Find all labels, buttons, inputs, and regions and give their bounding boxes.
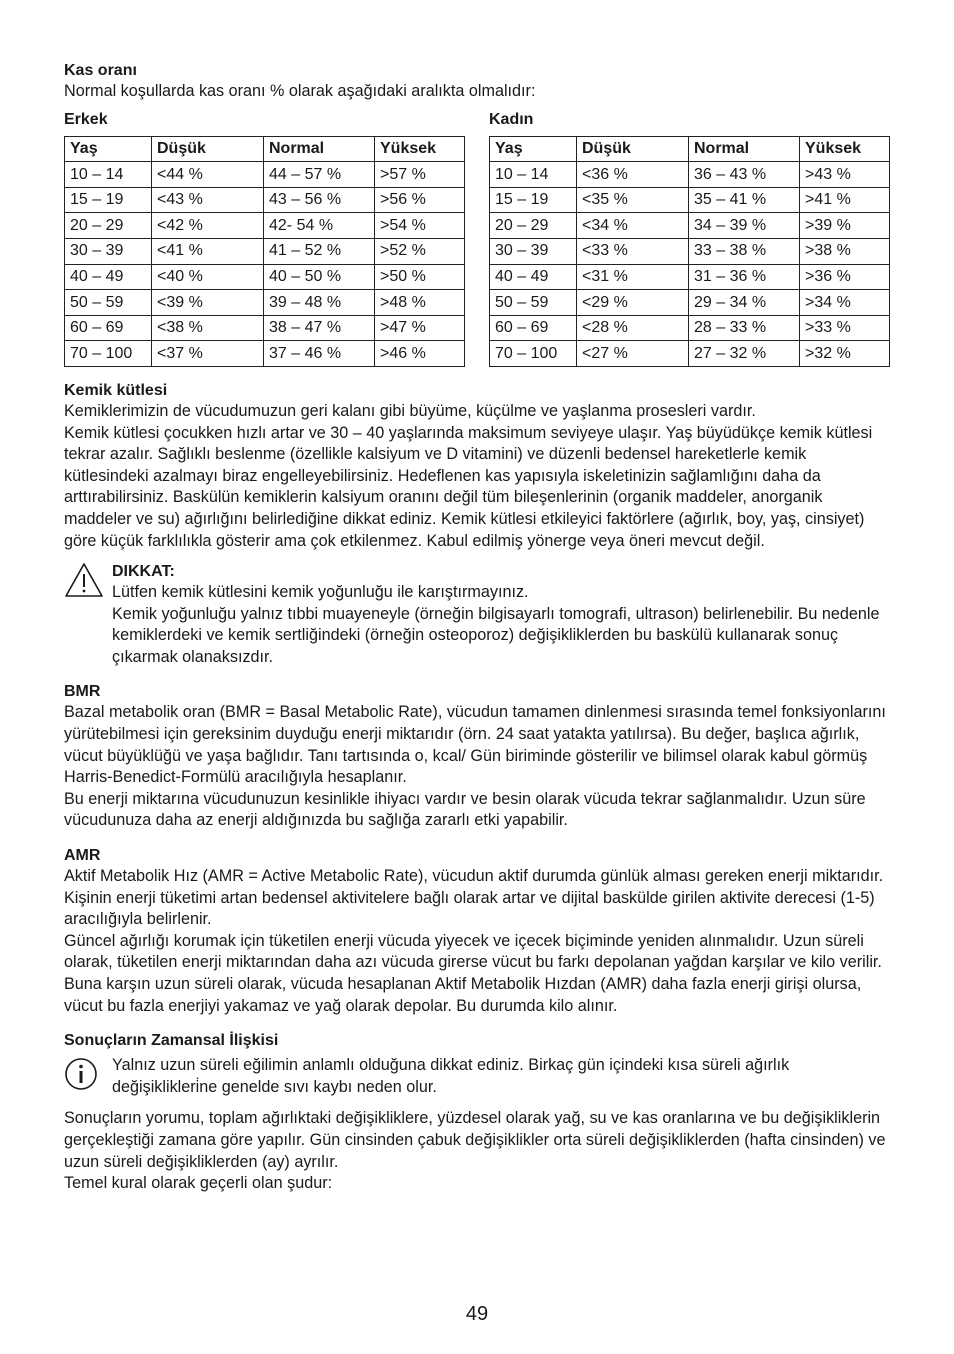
table-row	[490, 290, 890, 316]
women-table	[489, 136, 890, 367]
muscle-title: Kas oranı	[64, 62, 137, 79]
cell-low: <39 %	[152, 290, 264, 316]
table-row	[490, 341, 890, 367]
cell-age: 70 – 100	[65, 341, 152, 367]
table-row	[65, 238, 465, 264]
page-content	[64, 60, 890, 1195]
cell-high: >41 %	[800, 187, 890, 213]
cell-normal: 29 – 34 %	[689, 290, 800, 316]
info-callout	[64, 1055, 890, 1098]
amr-title: AMR	[64, 847, 101, 865]
women-table-block	[489, 109, 890, 367]
cell-normal: 37 – 46 %	[264, 341, 375, 367]
cell-low: <34 %	[577, 213, 689, 239]
header-high: Yüksek	[800, 136, 890, 162]
cell-normal: 42- 54 %	[264, 213, 375, 239]
cell-high: >56 %	[375, 187, 465, 213]
cell-age: 60 – 69	[490, 315, 577, 341]
amr-paragraph-2: Güncel ağırlığı korumak için tüketilen enerji vücuda yiyecek ve içecek biçiminde yeniden alınmalıdır. Uzun süreli olarak, tüketilen enerji miktarından daha azı vücuda girerse vücut bu farkı depolanan yağdan karşılar ve kilo verilir.	[64, 931, 882, 972]
cell-normal: 33 – 38 %	[689, 238, 800, 264]
cell-normal: 27 – 32 %	[689, 341, 800, 367]
cell-high: >57 %	[375, 162, 465, 188]
bmr-title: BMR	[64, 683, 101, 701]
muscle-tables	[64, 109, 890, 367]
cell-high: >52 %	[375, 238, 465, 264]
cell-age: 20 – 29	[490, 213, 577, 239]
table-row	[65, 264, 465, 290]
warning-callout	[64, 561, 890, 668]
table-row	[490, 238, 890, 264]
cell-normal: 44 – 57 %	[264, 162, 375, 188]
table-row	[490, 162, 890, 188]
cell-low: <36 %	[577, 162, 689, 188]
cell-age: 50 – 59	[490, 290, 577, 316]
cell-high: >48 %	[375, 290, 465, 316]
page-number: 49	[465, 1303, 489, 1325]
table-row	[65, 290, 465, 316]
warning-line-2: Kemik yoğunluğu yalnız tıbbi muayeneyle (örneğin bilgisayarlı tomografi, ultrason) belirlenebilir. Bu nedenle kemiklerdeki ve kemik sertliğindeki (örneğin osteoporoz) değişikliklerden bu baskülü kullanarak sonuç çıkarmak olanaksızdır.	[112, 604, 880, 666]
cell-high: >32 %	[800, 341, 890, 367]
cell-normal: 40 – 50 %	[264, 264, 375, 290]
cell-normal: 39 – 48 %	[264, 290, 375, 316]
cell-normal: 36 – 43 %	[689, 162, 800, 188]
cell-low: <44 %	[152, 162, 264, 188]
cell-high: >47 %	[375, 315, 465, 341]
men-table-body	[65, 162, 465, 367]
table-row	[490, 264, 890, 290]
cell-age: 30 – 39	[65, 238, 152, 264]
cell-normal: 41 – 52 %	[264, 238, 375, 264]
cell-high: >33 %	[800, 315, 890, 341]
temporal-title: Sonuçların Zamansal İlişkisi	[64, 1032, 279, 1050]
warning-line-1: Lütfen kemik kütlesini kemik yoğunluğu ile karıştırmayınız.	[112, 583, 529, 602]
bmr-paragraph-2: Bu enerji miktarına vücudunuzun kesinlikle ihiyacı vardır ve besin olarak vücuda tekrar sağlanmalıdır. Uzun süre vücudunuza daha az enerji aldığınızda bu sağlığa zararlı etki yapabilir.	[64, 789, 866, 830]
men-table	[64, 136, 465, 367]
cell-age: 20 – 29	[65, 213, 152, 239]
header-age: Yaş	[490, 136, 577, 162]
header-low: Düşük	[577, 136, 689, 162]
table-row	[65, 187, 465, 213]
cell-age: 40 – 49	[65, 264, 152, 290]
cell-age: 40 – 49	[490, 264, 577, 290]
cell-age: 60 – 69	[65, 315, 152, 341]
cell-age: 30 – 39	[490, 238, 577, 264]
cell-low: <29 %	[577, 290, 689, 316]
cell-high: >39 %	[800, 213, 890, 239]
table-row	[65, 315, 465, 341]
info-note: Yalnız uzun süreli eğilimin anlamlı olduğuna dikkat ediniz. Birkaç gün içindeki kısa süreli ağırlık değişiklikleri̇ne genelde sıvı kaybı neden olur.	[112, 1056, 790, 1096]
cell-normal: 34 – 39 %	[689, 213, 800, 239]
cell-normal: 43 – 56 %	[264, 187, 375, 213]
cell-low: <33 %	[577, 238, 689, 264]
header-high: Yüksek	[375, 136, 465, 162]
info-icon	[64, 1057, 100, 1100]
bmr-section	[64, 681, 890, 832]
muscle-intro: Normal koşullarda kas oranı % olarak aşağıdaki aralıkta olmalıdır:	[64, 82, 536, 100]
header-low: Düşük	[152, 136, 264, 162]
header-normal: Normal	[264, 136, 375, 162]
cell-high: >34 %	[800, 290, 890, 316]
table-row	[490, 315, 890, 341]
cell-normal: 31 – 36 %	[689, 264, 800, 290]
amr-paragraph-3: Buna karşın uzun süreli olarak, vücuda hesaplanan Aktif Metabolik Hızdan (AMR) daha fazla enerji girişi olursa, vücut bu fazla enerjiyi yakamaz ve yağ olarak depolar. Bu durumda kilo alınır.	[64, 975, 862, 1015]
amr-paragraph-1: Aktif Metabolik Hız (AMR = Active Metabolic Rate), vücudun aktif durumda günlük alması gereken enerji miktarıdır. Kişinin enerji tüketimi artan bedensel aktivitelere bağlı olarak artar ve dijital baskülde girilen aktivite derecesi (1-5) aracılığıyla belirlenir.	[64, 867, 884, 929]
cell-low: <41 %	[152, 238, 264, 264]
men-table-block	[64, 109, 465, 367]
amr-section	[64, 845, 890, 1017]
bone-paragraph-2: Kemik kütlesi çocukken hızlı artar ve 30 – 40 yaşlarında maksimum seviyeye ulaşır. Yaş büyüdükçe kemik kütlesi tekrar azalır. Sağlıklı beslenme (özellikle kalsiyum ve D vitamini) ve düzenli bedensel hareketlerle kemik kütlesindeki azalmayı biraz engelleyebilirsiniz. Hedeflenen kas yapısıyla iskeletinizin sağlamlığını daha da arttırabilirsiniz. Baskülün kemiklerin kalsiyum oranını değil tüm bileşenlerinin (organik maddeler, anorganik maddeler ve su) ağırlığını belirlediğine dikkat ediniz. Kemik kütlesi etkileyici faktörlere (ağırlık, boy, yaş, cinsiyet) göre küçük farklılıkla gösterir ama çok etkilenmez. Kabul edilmiş yönerge veya öneri mevcut değil.	[64, 423, 873, 550]
cell-low: <37 %	[152, 341, 264, 367]
cell-high: >46 %	[375, 341, 465, 367]
temporal-paragraph-2: Temel kural olarak geçerli olan şudur:	[64, 1174, 333, 1193]
cell-age: 70 – 100	[490, 341, 577, 367]
cell-low: <42 %	[152, 213, 264, 239]
cell-high: >50 %	[375, 264, 465, 290]
cell-low: <43 %	[152, 187, 264, 213]
cell-low: <35 %	[577, 187, 689, 213]
header-normal: Normal	[689, 136, 800, 162]
cell-low: <28 %	[577, 315, 689, 341]
table-row	[65, 162, 465, 188]
cell-low: <38 %	[152, 315, 264, 341]
warning-title: DIKKAT:	[112, 563, 175, 581]
table-row	[490, 187, 890, 213]
cell-high: >43 %	[800, 162, 890, 188]
warning-triangle-icon	[64, 562, 104, 605]
bone-section	[64, 380, 890, 552]
women-table-body	[490, 162, 890, 367]
cell-normal: 35 – 41 %	[689, 187, 800, 213]
cell-age: 10 – 14	[490, 162, 577, 188]
cell-normal: 38 – 47 %	[264, 315, 375, 341]
bmr-paragraph-1: Bazal metabolik oran (BMR = Basal Metabolic Rate), vücudun tamamen dinlenmesi sırasında temel fonksiyonlarını yürütebilmesi için gereksinim duyduğu enerji miktarıdır (örn. 24 saat yatakta yatılırsa). Bu değer, başlıca ağırlık, vücut büyüklüğü ve yaşa bağlıdır. Tanı tartısında o, kcal/ Gün biriminde gösterilir ve bilimsel olarak kabul görmüş Harris-Benedict-Formülü aracılığıyla hesaplanır.	[64, 703, 886, 787]
table-row	[490, 213, 890, 239]
bone-title: Kemik kütlesi	[64, 381, 168, 399]
table-header-row	[490, 136, 890, 162]
table-row	[65, 341, 465, 367]
cell-high: >38 %	[800, 238, 890, 264]
temporal-section	[64, 1030, 890, 1195]
cell-high: >36 %	[800, 264, 890, 290]
women-title: Kadın	[489, 110, 534, 128]
bone-paragraph-1: Kemiklerimizin de vücudumuzun geri kalanı gibi büyüme, küçülme ve yaşlanma prosesleri vardır.	[64, 401, 756, 420]
cell-age: 50 – 59	[65, 290, 152, 316]
cell-age: 15 – 19	[490, 187, 577, 213]
cell-normal: 28 – 33 %	[689, 315, 800, 341]
cell-age: 10 – 14	[65, 162, 152, 188]
temporal-paragraph-1: Sonuçların yorumu, toplam ağırlıktaki değişikliklere, yüzdesel olarak yağ, su ve kas oranlarına ve bu değişikliklerin gerçekleştiği zamana göre yapılır. Gün cinsinden çabuk değişiklikler orta süreli değişikliklerden (hafta cinsinden) ve uzun süreli değişikliklerden (ay) ayrılır.	[64, 1109, 886, 1171]
cell-high: >54 %	[375, 213, 465, 239]
cell-low: <40 %	[152, 264, 264, 290]
cell-low: <31 %	[577, 264, 689, 290]
cell-low: <27 %	[577, 341, 689, 367]
table-header-row	[65, 136, 465, 162]
header-age: Yaş	[65, 136, 152, 162]
cell-age: 15 – 19	[65, 187, 152, 213]
table-row	[65, 213, 465, 239]
men-title: Erkek	[64, 110, 108, 128]
